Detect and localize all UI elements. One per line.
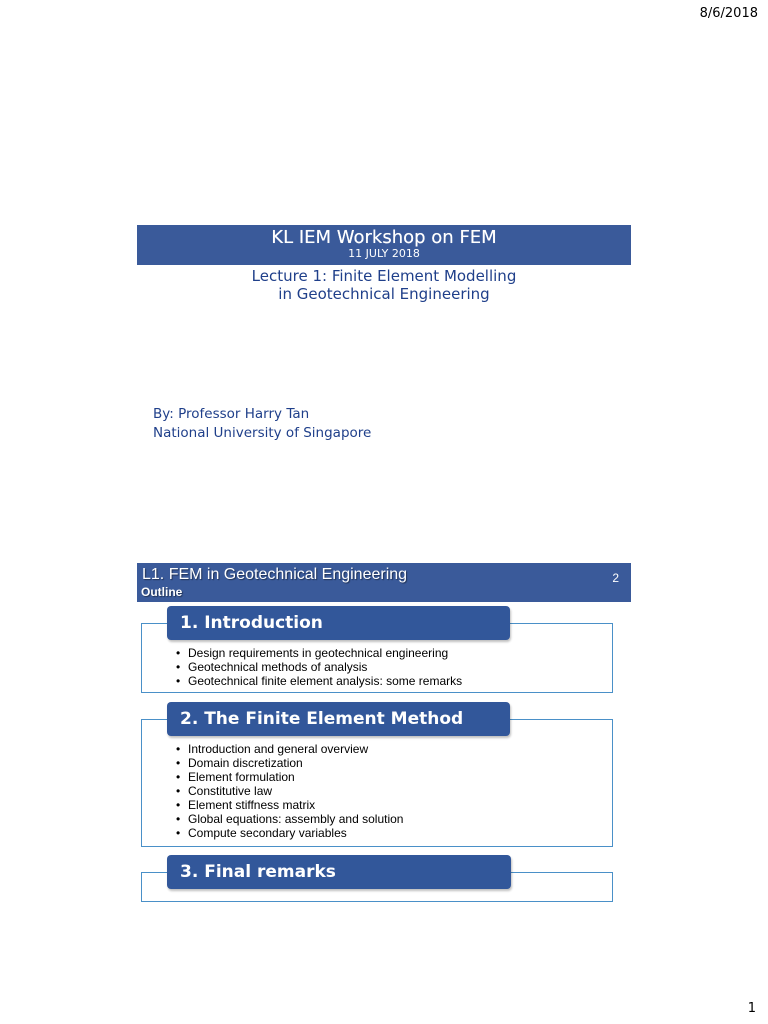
slide2-header: [137, 563, 631, 602]
page-date: 8/6/2018: [699, 6, 758, 21]
slide1-date: 11 JULY 2018: [348, 247, 420, 260]
slide2-number: 2: [612, 571, 619, 585]
slide1-title: KL IEM Workshop on FEM: [271, 227, 497, 248]
section-2-heading: 2. The Finite Element Method: [167, 702, 510, 736]
list-item: • Element formulation: [176, 770, 403, 784]
list-item: • Domain discretization: [176, 756, 403, 770]
slide1-author-name: By: Professor Harry Tan: [153, 406, 310, 422]
slide2-subtitle: Outline: [141, 585, 183, 599]
slide1-subtitle-line-2: in Geotechnical Engineering: [278, 285, 490, 303]
list-item: • Design requirements in geotechnical engineering: [176, 646, 462, 660]
page-number: 1: [747, 1001, 756, 1016]
list-item: • Element stiffness matrix: [176, 798, 403, 812]
list-item: • Constitutive law: [176, 784, 403, 798]
section-3-heading: 3. Final remarks: [167, 855, 511, 889]
slide1-title-banner: [137, 225, 631, 265]
list-item: • Compute secondary variables: [176, 826, 403, 840]
list-item: • Geotechnical finite element analysis: some remarks: [176, 674, 462, 688]
slide2-title: L1. FEM in Geotechnical Engineering: [142, 566, 408, 583]
slide1-subtitle: [137, 267, 631, 303]
list-item: • Geotechnical methods of analysis: [176, 660, 462, 674]
slide1-subtitle-line-1: Lecture 1: Finite Element Modelling: [251, 267, 517, 285]
section-1-heading: 1. Introduction: [167, 606, 510, 640]
list-item: • Introduction and general overview: [176, 742, 403, 756]
section-1-list: [176, 646, 462, 688]
slide1-author-affiliation: National University of Singapore: [153, 425, 372, 441]
section-2-list: [176, 742, 403, 840]
list-item: • Global equations: assembly and solution: [176, 812, 403, 826]
slide1-author-block: [153, 405, 371, 443]
